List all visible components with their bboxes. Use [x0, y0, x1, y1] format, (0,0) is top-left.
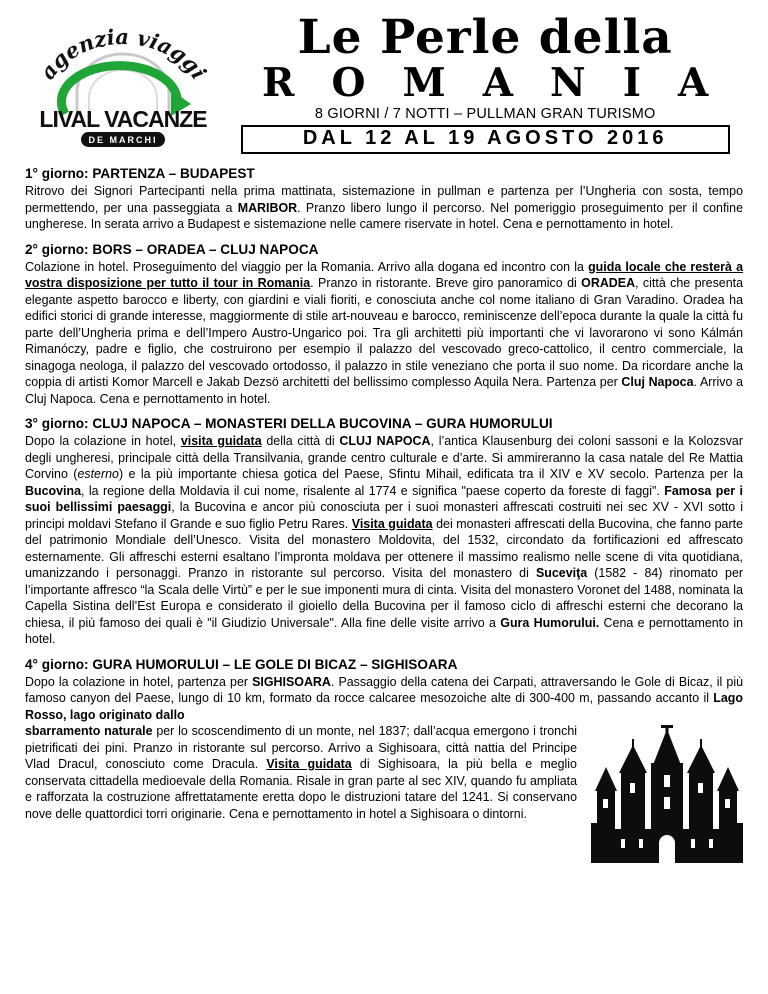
- day-section-3: [25, 416, 743, 648]
- title-block: [225, 8, 745, 154]
- castle-silhouette-icon: [591, 725, 743, 863]
- day-3-heading: 3° giorno: CLUJ NAPOCA – MONASTERI DELLA BUCOVINA – GURA HUMORULUI: [25, 416, 553, 431]
- date-box: DAL 12 AL 19 AGOSTO 2016: [241, 125, 730, 154]
- day-2-body: Colazione in hotel. Proseguimento del viaggio per la Romania. Arrivo alla dogana ed incontro con la guida locale che resterà a vostra disposizione per tutto il tour in Romania. Pranzo in ristorante. Breve giro panoramico di ORADEA, città che presenta elegante aspetto barocco e liberty, con giardini e viali fioriti, e conosciuta anche col nome italiano di Gran Varadino. Oradea ha edifici storici di grande interesse, maggiormente di stile art-nouveau e barocco, reminiscenze dell’epoca durante la quale la città fu parte dell’Ungheria prima e dell’Impero Austro-Ungarico poi. Tra gli architetti più importanti che vi lavorarono vi sono Kálmán Rimanóczy, padre e figlio, che costruirono per esempio il palazzo del vescovado greco-cattolico, il centro commerciale, la sinagoga neologa, il palazzo del vescovado ortodosso, il palazzo in stile veneziano che porta il suo nome. Da ricordare anche la coppia di artisti Komor Marcell e Jakab Dezsö architetti del bellissimo complesso Aquila Nera. Partenza per Cluj Napoca. Arrivo a Cluj Napoca. Cena e pernottamento in hotel.: [25, 259, 744, 406]
- day-4-body: Dopo la colazione in hotel, partenza per SIGHISOARA. Passaggio della catena dei Carpati, attraversando le Gole di Bicaz, il più famoso canyon del Paese, lungo di 10 km, formato da rocce calcaree mesozoiche alte di 300-400 m, passando accanto il Lago Rosso, lago originato dallo: [25, 674, 743, 722]
- logo-badge-text: DE MARCHI: [88, 135, 158, 145]
- logo-arc-text: agenzia viaggi: [34, 26, 212, 84]
- day-section-2: [25, 242, 743, 408]
- page-title-line1: Le Perle della: [297, 10, 673, 65]
- day-section-4: [25, 657, 743, 823]
- day-1-body: Ritrovo dei Signori Partecipanti nella prima mattinata, sistemazione in pullman e partenza per l’Ungheria con sosta, tempo permettendo, per una passeggiata a MARIBOR. Pranzo libero lungo il percorso. Nel pomeriggio proseguimento per il confine ungherese. In serata arrivo a Budapest e sistemazione nelle camere riservate in hotel. Cena e pernottamento in hotel.: [25, 184, 743, 231]
- agency-logo: [25, 8, 225, 157]
- page-title-line2: ROMANIA: [262, 59, 746, 106]
- header: [25, 8, 746, 157]
- day-3-body: Dopo la colazione in hotel, visita guidata della città di CLUJ NAPOCA, l’antica Klausenburg dei coloni sassoni e la Kolozsvar degli ungheresi, principale città della Transilvania, grande centro culturale e d’arte. Si ammireranno la casa natale del Re Mattia Corvino (esterno) e la più importante chiesa gotica del Paese, Sfintu Mihail, edificata tra il XIV e XV secolo. Partenza per la Bucovina, la regione della Moldavia il cui nome, risalente al 1774 e significa "paese coperto da foreste di faggi". Famosa per i suoi bellissimi paesaggi, la Bucovina e ancor più conosciuta per i suoi monasteri affrescati costruiti nei sec XV - XVI sotto i principi moldavi Stefano il Grande e suo figlio Petru Rares. Visita guidata dei monasteri affrescati della Bucovina, che fanno parte del patrimonio Mondiale dell’Unesco. Visita del monastero Moldovita, del 1532, circondato da fortificazioni ed affrescato esternamente. Gli affreschi esterni esaltano l’impronta moldava per ottenere il massimo realismo nelle scene di vita quotidiana, umanizzando i personaggi. Pranzo in ristorante sul percorso. Visita del monastero di Suceviţa (1582 - 84) rinomato per l’importante affresco “la Scala delle Virtù” e per le sue imponenti mura di cinta. Visita del monastero Voronet del 1488, nominata la Capella Sistina dell’Est Europa e considerato il gioiello della Bucovina per il famoso ciclo di affreschi esterni che decorano la chiesa, il più famoso dei quali è "il Giudizio Universale". Alla fine delle visite arrivo a Gura Humorului. Cena e pernottamento in hotel.: [25, 434, 744, 646]
- day-4-body-continued: [25, 723, 743, 822]
- day-4-heading: 4° giorno: GURA HUMORULUI – LE GOLE DI BICAZ – SIGHISOARA: [25, 656, 458, 672]
- day-section-1: [25, 166, 743, 233]
- day-1-heading: 1° giorno: PARTENZA – BUDAPEST: [25, 166, 255, 181]
- castle-illustration: [591, 725, 743, 868]
- logo-brand-text: LIVAL VACANZE: [39, 106, 207, 132]
- trip-subtitle: 8 GIORNI / 7 NOTTI – PULLMAN GRAN TURISMO: [314, 106, 656, 123]
- day-4-body2-text: sbarramento naturale per lo scoscendimento di un monte, nel 1837; dall’acqua emergono i tronchi pietrificati dei pini. Pranzo in ristorante sul percorso. Arrivo a Sighisoara, città nattia del Principe Vlad Dracul, conosciuto come Dracula. Visita guidata di Sighisoara, la più bella e meglio conservata cittadella medioevale della Romania. Risale in gran parte al sec XIV, quando fu ampliata e rafforzata la costruzione affrettatamente eretta dopo le distruzioni tatare del 1241. Si conservano nove delle quattordici torri originarie. Cena e pernottamento in hotel a Sighisoara o dintorni.: [25, 724, 577, 821]
- day-2-heading: 2° giorno: BORS – ORADEA – CLUJ NAPOCA: [25, 241, 319, 257]
- agency-logo-graphic: [25, 26, 221, 152]
